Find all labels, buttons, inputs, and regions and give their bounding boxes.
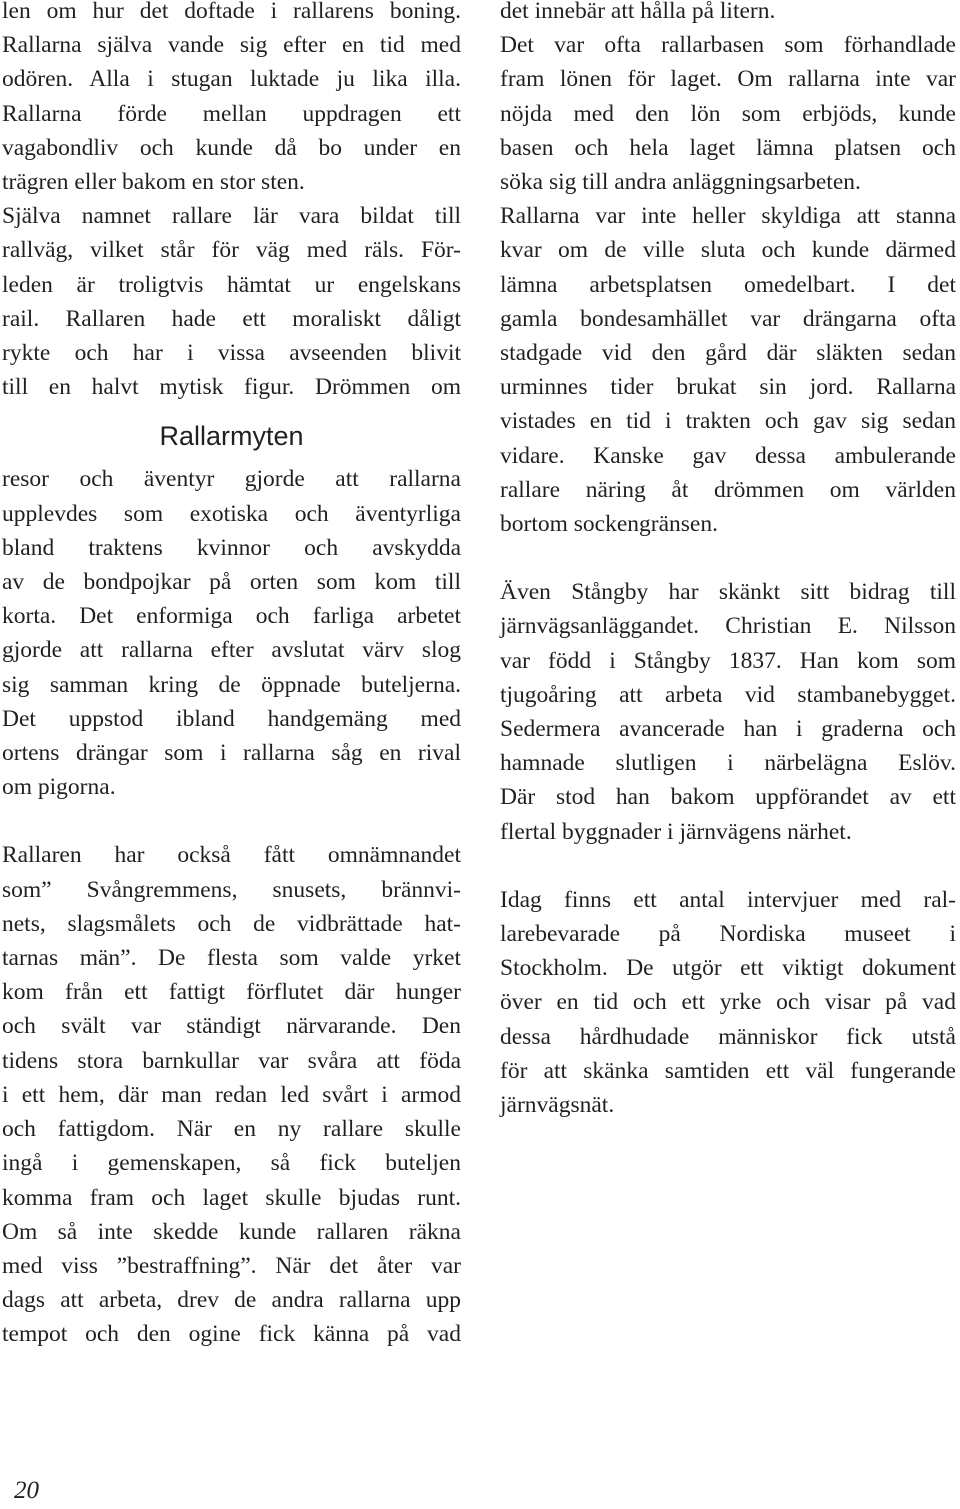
paragraph-gap <box>500 849 956 883</box>
text-line: Rallarna var inte heller skyldiga att stanna <box>500 203 956 230</box>
text-line: kom från ett fattigt förflutet där hunger <box>2 979 461 1006</box>
text-line: resor och äventyr gjorde att rallarna <box>2 466 461 493</box>
text-line: flertal byggnader i järnvägens närhet. <box>500 818 852 845</box>
text-line: Rallarna förde mellan uppdragen ett <box>2 100 461 127</box>
left-column <box>2 0 461 1352</box>
text-line: Där stod han bakom uppförandet av ett <box>500 784 956 811</box>
text-line: komma fram och laget skulle bjudas runt. <box>2 1184 461 1211</box>
text-line: tarnas män”. De flesta som valde yrket <box>2 945 461 972</box>
text-line: ingå i gemenskapen, så fick buteljen <box>2 1150 461 1177</box>
text-line: var född i Stångby 1837. Han kom som <box>500 647 956 674</box>
text-line: basen och hela laget lämna platsen och <box>500 134 956 161</box>
paragraph-gap <box>2 804 461 838</box>
text-line: av de bondpojkar på orten som kom till <box>2 569 461 596</box>
text-line: över en tid och ett yrke och visar på vad <box>500 989 956 1016</box>
text-line: om pigorna. <box>2 774 116 801</box>
text-line: upplevdes som exotiska och äventyrliga <box>2 500 461 527</box>
text-line: järnvägsanläggandet. Christian E. Nilsson <box>500 613 956 640</box>
text-line: bland traktens kvinnor och avskydda <box>2 534 461 561</box>
text-line: trägren eller bakom en stor sten. <box>2 169 305 196</box>
text-line: Idag finns ett antal intervjuer med ral- <box>500 886 956 913</box>
text-line: sig samman kring de öppnade buteljerna. <box>2 671 461 698</box>
text-line: rallväg, vilket står för väg med räls. För- <box>2 237 461 264</box>
text-line: leden är troligtvis hämtat ur engelskans <box>2 271 461 298</box>
text-line: odören. Alla i stugan luktade ju lika illa. <box>2 66 461 93</box>
text-line: järnvägsnät. <box>500 1092 615 1119</box>
text-line: rykte och har i vissa avseenden blivit <box>2 340 461 367</box>
text-line: tempot och den ogine fick känna på vad <box>2 1321 461 1348</box>
text-line: urminnes tider brukat sin jord. Rallarna <box>500 374 956 401</box>
text-line: nöjda med den lön som erbjöds, kunde <box>500 100 956 127</box>
text-line: lämna arbetsplatsen omedelbart. I det <box>500 271 956 298</box>
text-line: Om så inte skedde kunde rallaren räkna <box>2 1218 461 1245</box>
text-line: ortens drängar som i rallarna såg en rival <box>2 740 461 767</box>
text-line: hamnade slutligen i närbelägna Eslöv. <box>500 750 956 777</box>
text-line: för att skänka samtiden ett väl fungerande <box>500 1057 956 1084</box>
text-line: len om hur det doftade i rallarens boning. <box>2 0 461 24</box>
left-paragraph-3 <box>2 838 461 1351</box>
left-paragraph-2 <box>2 462 461 804</box>
text-line: som” Svångremmens, snusets, brännvi- <box>2 876 461 903</box>
text-line: Även Stångby har skänkt sitt bidrag till <box>500 579 956 606</box>
text-line: och fattigdom. När en ny rallare skulle <box>2 1116 461 1143</box>
text-line: dessa hårdhudade människor fick utstå <box>500 1023 956 1050</box>
text-line: Rallaren har också fått omnämnandet <box>2 842 461 869</box>
text-line: gjorde att rallarna efter avslutat värv slog <box>2 637 461 664</box>
text-line: nets, slagsmålets och de vidbrättade hat- <box>2 910 461 937</box>
text-line: Det uppstod ibland handgemäng med <box>2 705 461 732</box>
text-line: Rallarna själva vande sig efter en tid med <box>2 32 461 59</box>
right-paragraph-2 <box>500 575 956 849</box>
text-line: Själva namnet rallare lär vara bildat till <box>2 203 461 230</box>
paragraph-gap <box>500 541 956 575</box>
text-line: tidens stora barnkullar var svåra att föda <box>2 1047 461 1074</box>
text-line: fram lönen för laget. Om rallarna inte var <box>500 66 956 93</box>
text-line: korta. Det enformiga och farliga arbetet <box>2 603 461 630</box>
text-line: tjugoåring att arbeta vid stambanebygget. <box>500 681 956 708</box>
right-paragraph-1 <box>500 0 956 541</box>
text-line: söka sig till andra anläggningsarbeten. <box>500 169 861 196</box>
right-paragraph-3 <box>500 883 956 1122</box>
text-line: vistades en tid i trakten och gav sig sedan <box>500 408 956 435</box>
text-line: och svält var ständigt närvarande. Den <box>2 1013 461 1040</box>
text-line: Det var ofta rallarbasen som förhandlade <box>500 32 956 59</box>
text-line: kvar om de ville sluta och kunde därmed <box>500 237 956 264</box>
text-line: vidare. Kanske gav dessa ambulerande <box>500 442 956 469</box>
text-line: dags att arbeta, drev de andra rallarna upp <box>2 1287 461 1314</box>
text-line: Stockholm. De utgör ett viktigt dokument <box>500 955 956 982</box>
text-line: rail. Rallaren hade ett moraliskt dåligt <box>2 305 461 332</box>
text-line: i ett hem, där man redan led svårt i armod <box>2 1081 461 1108</box>
text-line: med viss ”bestraffning”. När det åter var <box>2 1252 461 1279</box>
section-heading: Rallarmyten <box>159 421 304 452</box>
right-column <box>500 0 956 1122</box>
text-line: Sedermera avancerade han i graderna och <box>500 716 956 743</box>
text-line: larebevarade på Nordiska museet i <box>500 921 956 948</box>
left-paragraph-1 <box>2 0 461 404</box>
text-line: stadgade vid den gård där släkten sedan <box>500 340 956 367</box>
text-line: vagabondliv och kunde då bo under en <box>2 134 461 161</box>
text-line: till en halvt mytisk figur. Drömmen om <box>2 374 461 401</box>
page-number: 20 <box>14 1477 39 1504</box>
text-line: det innebär att hålla på litern. <box>500 0 776 24</box>
text-line: rallare näring åt drömmen om världen <box>500 476 956 503</box>
text-line: bortom sockengränsen. <box>500 511 718 538</box>
text-line: gamla bondesamhället var drängarna ofta <box>500 305 956 332</box>
